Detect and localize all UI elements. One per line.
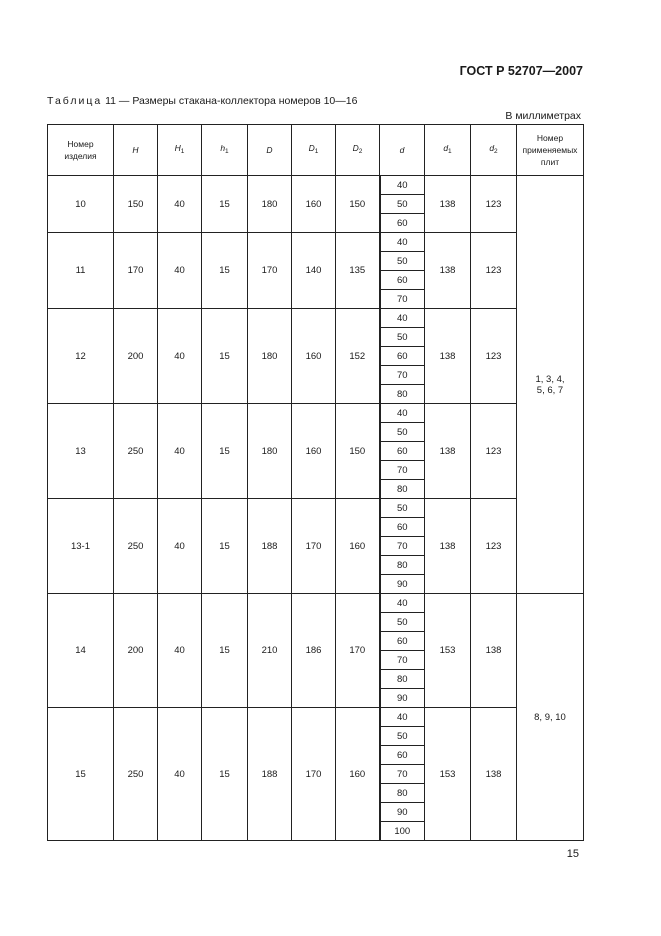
cell-d1: 138 — [425, 176, 471, 233]
cell-h1: 15 — [202, 594, 248, 708]
cell-d-value: 70 — [380, 765, 425, 784]
cell-d-value: 80 — [380, 784, 425, 803]
cell-d2: 170 — [336, 594, 380, 708]
header-item-number-line1: Номер — [67, 139, 94, 149]
document-standard-number: ГОСТ Р 52707—2007 — [459, 64, 583, 78]
cell-d1: 138 — [425, 309, 471, 404]
cell-h1: 40 — [158, 499, 202, 594]
dimensions-table — [47, 124, 584, 841]
cell-d: 170 — [248, 233, 292, 309]
cell-h1: 15 — [202, 499, 248, 594]
cell-h1: 40 — [158, 404, 202, 499]
header-D — [248, 125, 292, 176]
cell-plate-numbers — [517, 176, 584, 594]
cell-d2: 123 — [471, 176, 517, 233]
cell-h1: 15 — [202, 309, 248, 404]
cell-d-value: 40 — [380, 404, 425, 423]
cell-d-value: 60 — [380, 271, 425, 290]
cell-d2: 123 — [471, 404, 517, 499]
cell-h: 200 — [114, 594, 158, 708]
cell-d-value: 80 — [380, 556, 425, 575]
cell-d-value: 60 — [380, 518, 425, 537]
cell-item: 10 — [48, 176, 114, 233]
cell-d2: 123 — [471, 233, 517, 309]
cell-d-value: 50 — [380, 195, 425, 214]
cell-d-value: 70 — [380, 461, 425, 480]
cell-d1: 140 — [292, 233, 336, 309]
cell-d-value: 50 — [380, 328, 425, 347]
units-note: В миллиметрах — [505, 110, 581, 122]
cell-d1: 153 — [425, 708, 471, 841]
header-D2 — [336, 125, 380, 176]
cell-h: 170 — [114, 233, 158, 309]
cell-d-value: 90 — [380, 689, 425, 708]
cell-d-value: 90 — [380, 803, 425, 822]
cell-d-value: 50 — [380, 252, 425, 271]
plate-numbers-line: 8, 9, 10 — [534, 711, 566, 723]
header-plates-line2: применяемых — [522, 145, 578, 155]
table-row — [48, 708, 584, 727]
table-row — [48, 499, 584, 518]
cell-d-value: 60 — [380, 746, 425, 765]
cell-d-value: 60 — [380, 632, 425, 651]
header-d1-sub: 1 — [448, 148, 452, 155]
cell-h1: 15 — [202, 708, 248, 841]
cell-d-value: 70 — [380, 366, 425, 385]
cell-d-value: 40 — [380, 176, 425, 195]
table-caption — [47, 95, 357, 107]
cell-h: 250 — [114, 404, 158, 499]
header-h1-sub: 1 — [225, 148, 229, 155]
cell-d2: 152 — [336, 309, 380, 404]
header-plates — [517, 125, 584, 176]
cell-item: 12 — [48, 309, 114, 404]
header-plates-line1: Номер — [536, 133, 564, 143]
header-H-label: H — [132, 145, 139, 155]
cell-d-value: 80 — [380, 670, 425, 689]
cell-d-value: 70 — [380, 651, 425, 670]
cell-d2: 135 — [336, 233, 380, 309]
cell-d-value: 90 — [380, 575, 425, 594]
header-d1 — [425, 125, 471, 176]
cell-h1: 40 — [158, 233, 202, 309]
header-h1 — [202, 125, 248, 176]
table-body — [48, 176, 584, 841]
header-H1-sub: 1 — [180, 148, 185, 155]
cell-item: 13 — [48, 404, 114, 499]
header-H — [114, 125, 158, 176]
cell-d-value: 40 — [380, 233, 425, 252]
header-d2-label: d — [489, 143, 495, 153]
plate-numbers-line: 5, 6, 7 — [536, 384, 564, 396]
header-D1 — [292, 125, 336, 176]
cell-d: 180 — [248, 309, 292, 404]
cell-d-value: 40 — [380, 594, 425, 613]
cell-d1: 138 — [425, 233, 471, 309]
cell-item: 11 — [48, 233, 114, 309]
cell-d2: 160 — [336, 499, 380, 594]
cell-d1: 138 — [425, 499, 471, 594]
cell-d1: 170 — [292, 708, 336, 841]
cell-d2: 160 — [336, 708, 380, 841]
table-caption-label: Таблица — [47, 95, 103, 107]
header-D2-sub: 2 — [358, 148, 363, 155]
cell-h1: 40 — [158, 594, 202, 708]
table-caption-title: 11 — Размеры стакана-коллектора номеров 10—16 — [105, 95, 358, 107]
cell-d-value: 50 — [380, 423, 425, 442]
cell-d: 180 — [248, 176, 292, 233]
cell-d-value: 70 — [380, 537, 425, 556]
cell-d: 180 — [248, 404, 292, 499]
plate-numbers-line: 1, 3, 4, — [535, 373, 565, 385]
cell-d1: 160 — [292, 309, 336, 404]
cell-h1: 15 — [202, 404, 248, 499]
header-h1-label: h — [220, 143, 226, 153]
cell-h: 250 — [114, 499, 158, 594]
cell-d1: 160 — [292, 176, 336, 233]
cell-d1: 186 — [292, 594, 336, 708]
header-d2-sub: 2 — [494, 148, 498, 155]
page-number: 15 — [566, 848, 579, 860]
cell-d-value: 40 — [380, 309, 425, 328]
cell-d1: 160 — [292, 404, 336, 499]
header-D-label: D — [266, 145, 273, 155]
table-row — [48, 594, 584, 613]
cell-d: 188 — [248, 708, 292, 841]
header-plates-line3: плит — [540, 157, 560, 167]
cell-d-value: 50 — [380, 727, 425, 746]
cell-h: 150 — [114, 176, 158, 233]
table-header-row — [48, 125, 584, 176]
table-row — [48, 233, 584, 252]
cell-h1: 40 — [158, 309, 202, 404]
cell-d1: 153 — [425, 594, 471, 708]
header-D2-label: D — [352, 143, 359, 153]
table-row — [48, 404, 584, 423]
cell-d-value: 40 — [380, 708, 425, 727]
cell-d-value: 100 — [380, 822, 425, 841]
table-row — [48, 176, 584, 195]
table-row — [48, 309, 584, 328]
header-d-label: d — [399, 145, 405, 155]
cell-d-value: 50 — [380, 613, 425, 632]
cell-d1: 170 — [292, 499, 336, 594]
cell-item: 14 — [48, 594, 114, 708]
cell-h1: 40 — [158, 708, 202, 841]
header-d — [380, 125, 425, 176]
cell-d-value: 60 — [380, 347, 425, 366]
cell-d-value: 60 — [380, 442, 425, 461]
cell-h: 200 — [114, 309, 158, 404]
cell-item: 15 — [48, 708, 114, 841]
header-H1 — [158, 125, 202, 176]
header-H1-label: H — [174, 143, 181, 153]
cell-d2: 123 — [471, 499, 517, 594]
header-D1-sub: 1 — [314, 148, 319, 155]
cell-h1: 15 — [202, 176, 248, 233]
cell-d-value: 50 — [380, 499, 425, 518]
cell-d-value: 80 — [380, 385, 425, 404]
cell-d2: 138 — [471, 594, 517, 708]
cell-d2: 123 — [471, 309, 517, 404]
cell-d: 210 — [248, 594, 292, 708]
cell-d: 188 — [248, 499, 292, 594]
header-D1-label: D — [308, 143, 315, 153]
cell-h: 250 — [114, 708, 158, 841]
header-item-number — [48, 125, 114, 176]
cell-d2: 138 — [471, 708, 517, 841]
cell-d2: 150 — [336, 404, 380, 499]
cell-d1: 138 — [425, 404, 471, 499]
header-d2 — [471, 125, 517, 176]
cell-h1: 15 — [202, 233, 248, 309]
cell-item: 13-1 — [48, 499, 114, 594]
header-d1-label: d — [443, 143, 449, 153]
cell-d-value: 60 — [380, 214, 425, 233]
cell-d-value: 70 — [380, 290, 425, 309]
cell-h1: 40 — [158, 176, 202, 233]
cell-plate-numbers — [517, 594, 584, 841]
header-item-number-line2: изделия — [64, 151, 97, 161]
cell-d-value: 80 — [380, 480, 425, 499]
cell-d2: 150 — [336, 176, 380, 233]
